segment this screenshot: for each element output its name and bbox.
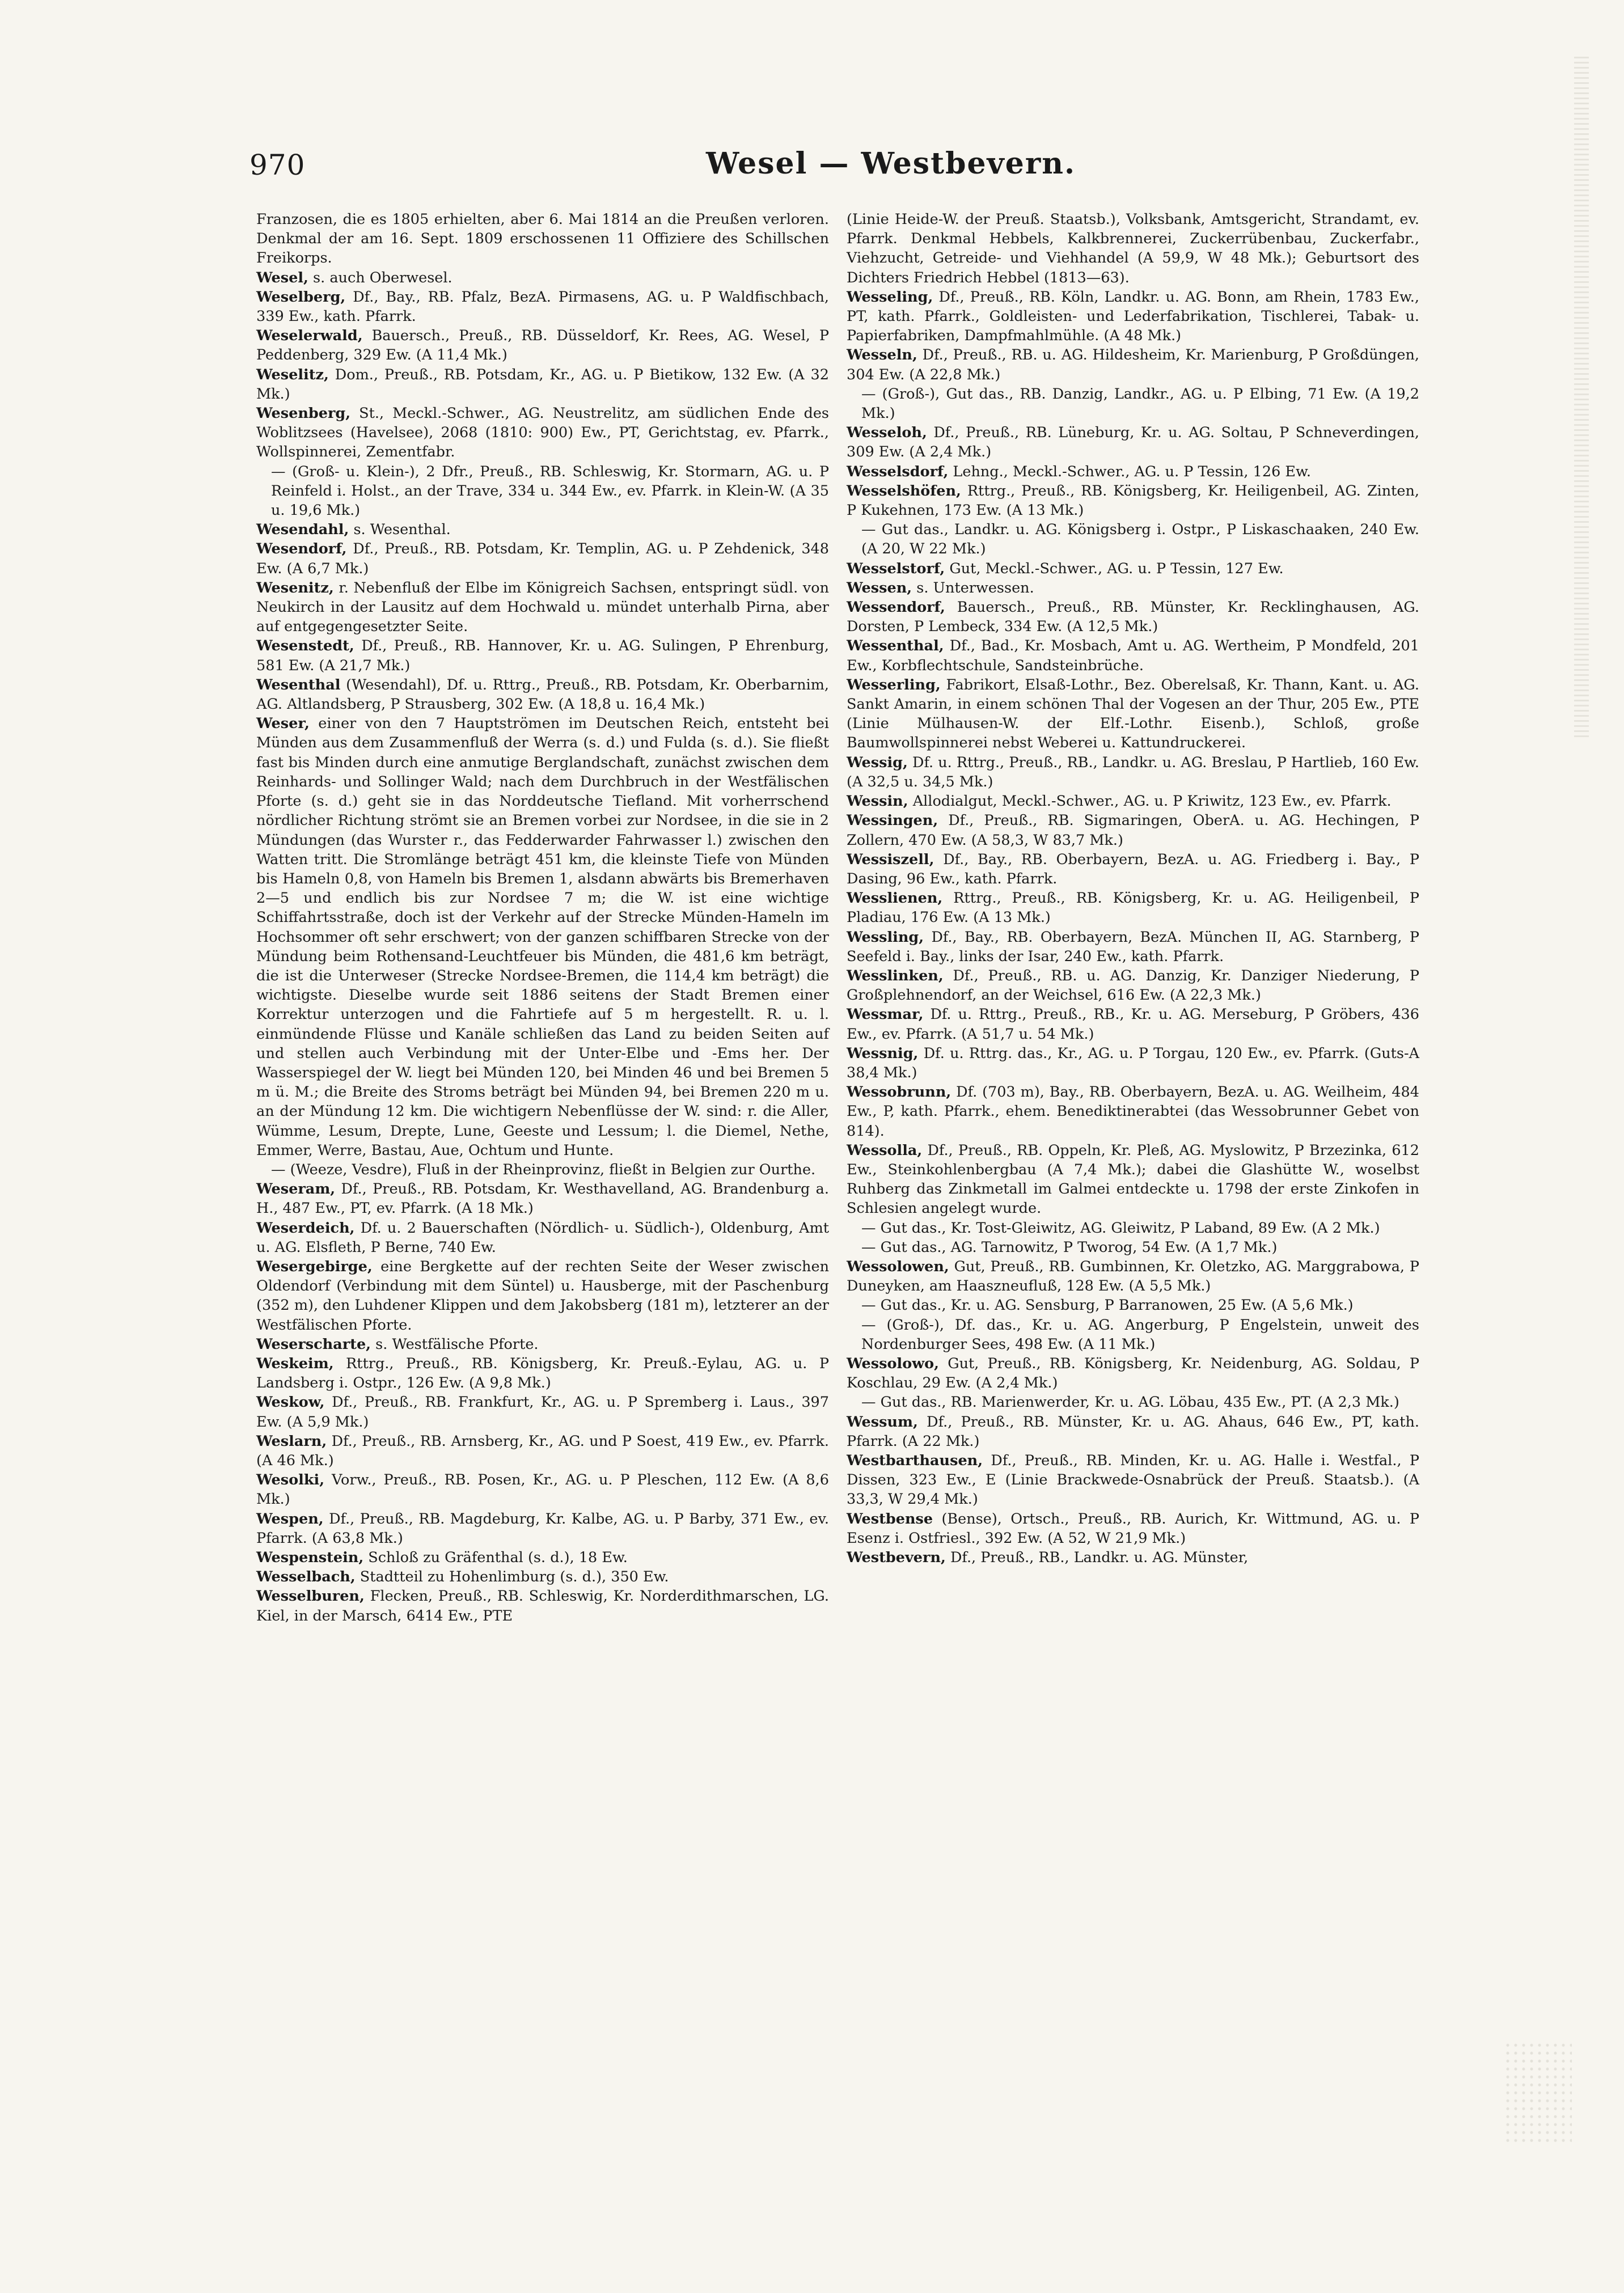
- entry-headword: Wesselbach,: [256, 1568, 356, 1586]
- entry-headword: Wesel,: [256, 269, 308, 286]
- dictionary-entry: [847, 1005, 1419, 1043]
- dictionary-entry: [847, 520, 1419, 559]
- entry-text: Df., Bay., RB. Oberbayern, BezA. München II, AG. Starnberg, P Seefeld i. Bay., links der Isar, 240 Ew., kath. Pfarrk.: [847, 928, 1419, 965]
- dictionary-entry: [847, 423, 1419, 462]
- entry-text: r. Nebenfluß der Elbe im Königreich Sachsen, entspringt südl. von Neukirch in der Lausitz auf dem Hochwald u. mündet unterhalb Pirna, aber auf entgegengesetzter Seite.: [256, 579, 829, 636]
- entry-headword: Wessnig,: [847, 1044, 919, 1062]
- entry-headword: Wessenthal,: [847, 637, 944, 655]
- entry-headword: Wessmar,: [847, 1006, 924, 1023]
- entry-text: Allodialgut, Meckl.-Schwer., AG. u. P Kriwitz, 123 Ew., ev. Pfarrk.: [908, 793, 1392, 810]
- entry-headword: Wesenthal: [256, 676, 341, 693]
- entry-headword: Weslarn,: [256, 1432, 327, 1450]
- entry-text: Df., Preuß., RB. Sigmaringen, OberA. u. AG. Hechingen, P Zollern, 470 Ew. (A 58,3, W 83,7 Mk.): [847, 812, 1419, 849]
- entry-text: Df., Preuß., RB. Arnsberg, Kr., AG. und P Soest, 419 Ew., ev. Pfarrk. (A 46 Mk.): [256, 1432, 829, 1469]
- entry-headword: Wesendahl,: [256, 521, 349, 539]
- entry-text: — Gut das., Landkr. u. AG. Königsberg i. Ostpr., P Liskaschaaken, 240 Ew. (A 20, W 22 Mk.): [861, 521, 1419, 558]
- dictionary-entry: [847, 928, 1419, 966]
- entry-headword: Wesendorf,: [256, 540, 347, 558]
- entry-headword: Wesenberg,: [256, 405, 351, 422]
- entry-text: Df., Preuß., RB. Münster, Kr. u. AG. Ahaus, 646 Ew., PT, kath. Pfarrk. (A 22 Mk.): [847, 1413, 1419, 1450]
- entry-text: s. Wesenthal.: [349, 521, 451, 539]
- dictionary-entry: [847, 578, 1419, 598]
- entry-headword: Wesselsdorf,: [847, 463, 949, 480]
- entry-text: s. Unterwessen.: [912, 579, 1034, 596]
- entry-text: Bauersch., Preuß., RB. Düsseldorf, Kr. Rees, AG. Wesel, P Peddenberg, 329 Ew. (A 11,4 Mk.): [256, 327, 829, 364]
- entry-headword: Wesolki,: [256, 1471, 325, 1489]
- dictionary-entry: [847, 1393, 1419, 1412]
- left-column: [256, 210, 829, 1626]
- dictionary-entry: [256, 462, 829, 521]
- dictionary-entry: [847, 1296, 1419, 1315]
- entry-text: Df., Preuß., RB., Landkr. u. AG. Münster,: [945, 1549, 1249, 1567]
- dictionary-entry: [256, 675, 829, 714]
- dictionary-entry: [847, 210, 1419, 287]
- entry-text: — Gut das., AG. Tarnowitz, P Tworog, 54 Ew. (A 1,7 Mk.): [861, 1238, 1278, 1256]
- dictionary-entry: [847, 1315, 1419, 1354]
- entry-text: Df. u. Rttrg., Preuß., RB., Kr. u. AG. Merseburg, P Gröbers, 436 Ew., ev. Pfarrk. (A 51,7 u. 54 Mk.): [847, 1006, 1419, 1043]
- dictionary-entry: [256, 268, 829, 287]
- entry-text: Df., Preuß., RB. Oppeln, Kr. Pleß, AG. Myslowitz, P Brzezinka, 612 Ew., Steinkohlenbergbau (A 7,4 Mk.); dabei die Glashütte W., woselbst Ruhberg das Zinkmetall im Galmei entdeckte u. 1798 der erste Zinkofen in Schlesien angelegt wurde.: [847, 1141, 1419, 1217]
- dictionary-entry: [256, 365, 829, 404]
- entry-headword: Wesselstorf,: [847, 560, 945, 577]
- dictionary-entry: [847, 792, 1419, 811]
- dictionary-entry: [847, 384, 1419, 423]
- entry-text: Df. u. 2 Bauerschaften (Nördlich- u. Südlich-), Oldenburg, Amt u. AG. Elsfleth, P Berne, 740 Ew.: [256, 1219, 829, 1256]
- entry-headword: Wessolowen,: [847, 1258, 949, 1275]
- entry-text: Rttrg., Preuß., RB. Königsberg, Kr. Heiligenbeil, AG. Zinten, P Kukehnen, 173 Ew. (A 13 Mk.): [847, 482, 1419, 519]
- dictionary-entry: [256, 287, 829, 326]
- entry-text: Dom., Preuß., RB. Potsdam, Kr., AG. u. P Bietikow, 132 Ew. (A 32 Mk.): [256, 366, 829, 403]
- entry-headword: Wessum,: [847, 1413, 918, 1431]
- entry-text: Vorw., Preuß., RB. Posen, Kr., AG. u. P Pleschen, 112 Ew. (A 8,6 Mk.): [256, 1471, 829, 1508]
- dictionary-entry: [847, 1412, 1419, 1451]
- entry-headword: Wesseling,: [847, 288, 933, 306]
- entry-headword: Wessendorf,: [847, 599, 945, 616]
- entry-text: Stadtteil zu Hohenlimburg (s. d.), 350 Ew.: [355, 1568, 669, 1586]
- dictionary-entry: [256, 1335, 829, 1354]
- entry-text: Df., Preuß., RB. Lüneburg, Kr. u. AG. Soltau, P Schneverdingen, 309 Ew. (A 2,4 Mk.): [847, 424, 1419, 461]
- entry-text: Franzosen, die es 1805 erhielten, aber 6. Mai 1814 an die Preußen verloren. Denkmal der am 16. Sept. 1809 erschossenen 11 Offiziere des Schillschen Freikorps.: [256, 211, 829, 267]
- page-corner-speckle: [1504, 2041, 1572, 2143]
- dictionary-entry: [847, 1257, 1419, 1296]
- entry-headword: Weselberg,: [256, 288, 346, 306]
- dictionary-entry: [256, 1393, 829, 1431]
- entry-text: — Gut das., Kr. Tost-Gleiwitz, AG. Gleiwitz, P Laband, 89 Ew. (A 2 Mk.): [861, 1219, 1380, 1237]
- dictionary-entry: [256, 1567, 829, 1587]
- dictionary-entry: [256, 714, 829, 1160]
- entry-headword: Weskow,: [256, 1394, 325, 1411]
- dictionary-entry: [256, 326, 829, 365]
- dictionary-entry: [847, 481, 1419, 520]
- dictionary-entry: [256, 1354, 829, 1393]
- dictionary-entry: [847, 1451, 1419, 1509]
- dictionary-entry: [847, 889, 1419, 927]
- entry-text: Df., Preuß., RB. u. AG. Danzig, Kr. Danziger Niederung, P Großplehnendorf, an der Weichsel, 616 Ew. (A 22,3 Mk.): [847, 967, 1419, 1004]
- entry-text: (Bense), Ortsch., Preuß., RB. Aurich, Kr. Wittmund, AG. u. P Esenz i. Ostfriesl., 392 Ew. (A 52, W 21,9 Mk.): [847, 1510, 1419, 1547]
- entry-text: St., Meckl.-Schwer., AG. Neustrelitz, am südlichen Ende des Woblitzsees (Havelsee), 2068 (1810: 900) Ew., PT, Gerichtstag, ev. Pfarrk., Wollspinnerei, Zementfabr.: [256, 405, 829, 461]
- dictionary-entry: [256, 520, 829, 539]
- entry-headword: Wesenstedt,: [256, 637, 354, 655]
- entry-text: Bauersch., Preuß., RB. Münster, Kr. Recklinghausen, AG. Dorsten, P Lembeck, 334 Ew. (A 12,5 Mk.): [847, 599, 1419, 636]
- dictionary-entry: [256, 1548, 829, 1567]
- entry-text: Df., Preuß., RB. u. AG. Hildesheim, Kr. Marienburg, P Großdüngen, 304 Ew. (A 22,8 Mk.): [847, 346, 1419, 383]
- entry-text: Df., Preuß., RB. Potsdam, Kr. Westhavelland, AG. Brandenburg a. H., 487 Ew., PT, ev. Pfarrk. (A 18 Mk.): [256, 1181, 829, 1217]
- entry-text: Df., Preuß., RB. Hannover, Kr. u. AG. Sulingen, P Ehrenburg, 581 Ew. (A 21,7 Mk.): [256, 637, 829, 674]
- dictionary-entry: [847, 675, 1419, 753]
- entry-text: Lehng., Meckl.-Schwer., AG. u. P Tessin, 126 Ew.: [948, 463, 1311, 480]
- dictionary-entry: [847, 1082, 1419, 1141]
- dictionary-entry: [847, 1238, 1419, 1257]
- entry-text: Rttrg., Preuß., RB. Königsberg, Kr. Preuß.-Eylau, AG. u. P Landsberg i. Ostpr., 126 Ew. (A 9,8 Mk.): [256, 1355, 829, 1392]
- entry-headword: Wessingen,: [847, 812, 938, 830]
- entry-text: — Gut das., RB. Marienwerder, Kr. u. AG. Löbau, 435 Ew., PT. (A 2,3 Mk.): [861, 1394, 1399, 1411]
- entry-text: — Gut das., Kr. u. AG. Sensburg, P Barranowen, 25 Ew. (A 5,6 Mk.): [861, 1297, 1354, 1314]
- entry-headword: Weselerwald,: [256, 327, 363, 345]
- dictionary-entry: [847, 1354, 1419, 1393]
- entry-headword: Weserdeich,: [256, 1219, 355, 1237]
- entry-headword: Westbevern,: [847, 1549, 946, 1567]
- page-number: 970: [249, 149, 306, 181]
- entry-text: Fabrikort, Elsaß-Lothr., Bez. Oberelsaß, Kr. Thann, Kant. u. AG. Sankt Amarin, in einem schönen Thal der Vogesen an der Thur, 205 Ew., PTE (Linie Mülhausen-W. der Elf.-Lothr. Eisenb.), Schloß, große Baumwollspinnerei nebst Weberei u. Kattundruckerei.: [847, 676, 1419, 752]
- running-title: Wesel — Westbevern.: [706, 146, 1076, 181]
- dictionary-entry: [847, 1548, 1419, 1567]
- entry-text: — (Groß-), Gut das., RB. Danzig, Landkr., AG. u. P Elbing, 71 Ew. (A 19,2 Mk.): [861, 385, 1419, 422]
- dictionary-entry: [256, 1470, 829, 1509]
- entry-text: Flecken, Preuß., RB. Schleswig, Kr. Norderdithmarschen, LG. Kiel, in der Marsch, 6414 Ew., PTE: [256, 1588, 829, 1624]
- entry-headword: Wessobrunn,: [847, 1084, 951, 1101]
- dictionary-entry: [256, 210, 829, 268]
- entry-text: Df. (703 m), Bay., RB. Oberbayern, BezA. u. AG. Weilheim, 484 Ew., P, kath. Pfarrk., ehem. Benediktinerabtei (das Wessobrunner Gebet von 814).: [847, 1084, 1419, 1140]
- dictionary-entry: [847, 345, 1419, 384]
- entry-headword: Wesserling,: [847, 676, 941, 693]
- dictionary-entry: [256, 1509, 829, 1548]
- dictionary-entry: [256, 404, 829, 462]
- page-edge-shading: [1574, 57, 1589, 737]
- entry-text: eine Bergkette auf der rechten Seite der Weser zwischen Oldendorf (Verbindung mit dem Süntel) u. Hausberge, mit der Paschenburg (352 m), den Luhdener Klippen und dem Jakobsberg (181 m), letzterer an der Westfälischen Pforte.: [256, 1258, 829, 1334]
- entry-headword: Wesergebirge,: [256, 1258, 373, 1275]
- entry-headword: Wespen,: [256, 1510, 324, 1528]
- dictionary-entry: [256, 1160, 829, 1179]
- entry-headword: Wesselburen,: [256, 1588, 365, 1605]
- entry-text: Df., Preuß., RB. Köln, Landkr. u. AG. Bonn, am Rhein, 1783 Ew., PT, kath. Pfarrk., Goldleisten- und Lederfabrikation, Tischlerei, Tabak- u. Papierfabriken, Dampfmahlmühle. (A 48 Mk.): [847, 288, 1419, 345]
- entry-headword: Weserscharte,: [256, 1335, 371, 1353]
- entry-headword: Westbense: [847, 1510, 933, 1528]
- entry-headword: Wesseln,: [847, 346, 917, 364]
- dictionary-entry: [847, 1509, 1419, 1548]
- dictionary-entry: [847, 287, 1419, 346]
- entry-text: — (Weeze, Vesdre), Fluß in der Rheinprovinz, fließt in Belgien zur Ourthe.: [271, 1161, 816, 1178]
- entry-headword: Weser,: [256, 715, 310, 733]
- dictionary-entry: [847, 636, 1419, 675]
- entry-headword: Wessin,: [847, 793, 908, 810]
- entry-headword: Wessolowo,: [847, 1355, 940, 1372]
- dictionary-entry: [847, 811, 1419, 849]
- entry-text: Df., Bay., RB. Pfalz, BezA. Pirmasens, AG. u. P Waldfischbach, 339 Ew., kath. Pfarrk.: [256, 288, 829, 325]
- entry-text: (Linie Heide-W. der Preuß. Staatsb.), Volksbank, Amtsgericht, Strandamt, ev. Pfarrk. Denkmal Hebbels, Kalkbrennerei, Zuckerrübenbau, Zuckerfabr., Viehzucht, Getreide- und Viehhandel (A 59,9, W 48 Mk.); Geburtsort des Dichters Friedrich Hebbel (1813—63).: [847, 211, 1419, 286]
- entry-headword: Wessling,: [847, 928, 924, 946]
- dictionary-entry: [847, 1141, 1419, 1219]
- entry-headword: Wessen,: [847, 579, 912, 596]
- entry-text: Rttrg., Preuß., RB. Königsberg, Kr. u. AG. Heiligenbeil, P Pladiau, 176 Ew. (A 13 Mk.): [847, 890, 1419, 926]
- dictionary-entry: [847, 1044, 1419, 1082]
- right-column: [847, 210, 1419, 1567]
- entry-text: Df., Preuß., RB. Minden, Kr. u. AG. Halle i. Westfal., P Dissen, 323 Ew., E (Linie Brackwede-Osnabrück der Preuß. Staatsb.). (A 33,3, W 29,4 Mk.): [847, 1452, 1419, 1508]
- entry-headword: Wessig,: [847, 754, 908, 771]
- entry-headword: Wesseloh,: [847, 424, 927, 442]
- entry-text: Schloß zu Gräfenthal (s. d.), 18 Ew.: [363, 1549, 628, 1567]
- entry-headword: Weskeim,: [256, 1355, 334, 1372]
- entry-text: — (Groß- u. Klein-), 2 Dfr., Preuß., RB. Schleswig, Kr. Stormarn, AG. u. P Reinfeld i. Holst., an der Trave, 334 u. 344 Ew., ev. Pfarrk. in Klein-W. (A 35 u. 19,6 Mk.): [271, 463, 829, 519]
- entry-text: Df., Bay., RB. Oberbayern, BezA. u. AG. Friedberg i. Bay., P Dasing, 96 Ew., kath. Pfarrk.: [847, 851, 1419, 887]
- entry-headword: Wesenitz,: [256, 579, 334, 596]
- entry-headword: Westbarthausen,: [847, 1452, 983, 1469]
- entry-headword: Wesslienen,: [847, 890, 943, 907]
- dictionary-entry: [847, 598, 1419, 636]
- entry-text: Df., Preuß., RB. Magdeburg, Kr. Kalbe, AG. u. P Barby, 371 Ew., ev. Pfarrk. (A 63,8 Mk.): [256, 1510, 829, 1547]
- dictionary-entry: [847, 753, 1419, 792]
- dictionary-entry: [256, 1257, 829, 1335]
- entry-text: s. Westfälische Pforte.: [371, 1335, 539, 1353]
- entry-text: Gut, Preuß., RB. Königsberg, Kr. Neidenburg, AG. Soldau, P Koschlau, 29 Ew. (A 2,4 Mk.): [847, 1355, 1419, 1392]
- dictionary-entry: [256, 539, 829, 578]
- entry-text: s. auch Oberwesel.: [308, 269, 452, 286]
- entry-text: Df., Preuß., RB. Potsdam, Kr. Templin, AG. u. P Zehdenick, 348 Ew. (A 6,7 Mk.): [256, 540, 829, 577]
- entry-text: einer von den 7 Hauptströmen im Deutschen Reich, entsteht bei Münden aus dem Zusammenfluß der Werra (s. d.) und Fulda (s. d.). Sie fließt fast bis Minden durch eine anmutige Berglandschaft, zunächst zwischen dem Reinhards- und Sollinger Wald; nach dem Durchbruch in der Westfälischen Pforte (s. d.) geht sie in das Norddeutsche Tiefland. Mit vorherrschend nördlicher Richtung strömt sie an Bremen vorbei zur Nordsee, in die sie in 2 Mündungen (das Wurster r., das Fedderwarder Fahrwasser l.) zwischen den Watten tritt. Die Stromlänge beträgt 451 km, die kleinste Tiefe von Münden bis Hameln 0,8, von Hameln bis Bremen 1, alsdann abwärts bis Bremerhaven 2—5 und endlich bis zur Nordsee 7 m; die W. ist eine wichtige Schiffahrtsstraße, doch ist der Verkehr auf der Strecke Münden-Hameln im Hochsommer oft sehr erschwert; von der ganzen schiffbaren Strecke von der Mündung beim Rothensand-Leuchtfeuer bis Münden, die 481,6 km beträgt, die ist die Unterweser (Strecke Nordsee-Bremen, die 114,4 km beträgt) die wichtigste. Dieselbe wurde seit 1886 seitens der Stadt Bremen einer Korrektur unterzogen und die Fahrtiefe auf 5 m hergestellt. R. u. l. einmündende Flüsse und Kanäle schließen das Land zu beiden Seiten auf und stellen auch Verbindung mit der Unter-Elbe und -Ems her. Der Wasserspiegel der W. liegt bei Münden 120, bei Minden 46 und bei Bremen 5 m ü. M.; die Breite des Stroms beträgt bei Münden 94, bei Bremen 220 m u. an der Mündung 12 km. Die wichtigern Nebenflüsse der W. sind: r. die Aller, Wümme, Lesum, Drepte, Lune, Geeste und Lessum; l. die Diemel, Nethe, Emmer, Werre, Bastau, Aue, Ochtum und Hunte.: [256, 715, 829, 1159]
- entry-headword: Weselitz,: [256, 366, 329, 383]
- entry-headword: Wessolla,: [847, 1141, 923, 1159]
- dictionary-entry: [256, 636, 829, 675]
- dictionary-entry: [847, 559, 1419, 578]
- entry-text: Df., Bad., Kr. Mosbach, Amt u. AG. Wertheim, P Mondfeld, 201 Ew., Korbflechtschule, Sandsteinbrüche.: [847, 637, 1419, 674]
- dictionary-entry: [847, 966, 1419, 1005]
- dictionary-entry: [256, 1219, 829, 1257]
- entry-text: Gut, Meckl.-Schwer., AG. u. P Tessin, 127 Ew.: [945, 560, 1284, 577]
- dictionary-entry: [256, 1179, 829, 1218]
- entry-headword: Wessiszell,: [847, 851, 934, 868]
- dictionary-entry: [847, 1219, 1419, 1238]
- entry-text: Df., Preuß., RB. Frankfurt, Kr., AG. u. P Spremberg i. Laus., 397 Ew. (A 5,9 Mk.): [256, 1394, 829, 1431]
- dictionary-entry: [847, 850, 1419, 889]
- entry-headword: Wespenstein,: [256, 1549, 364, 1567]
- entry-text: Gut, Preuß., RB. Gumbinnen, Kr. Oletzko, AG. Marggrabowa, P Duneyken, am Haaszneufluß, 128 Ew. (A 5,5 Mk.): [847, 1258, 1419, 1295]
- entry-headword: Weseram,: [256, 1181, 336, 1198]
- entry-text: — (Groß-), Df. das., Kr. u. AG. Angerburg, P Engelstein, unweit des Nordenburger Sees, 498 Ew. (A 11 Mk.): [861, 1316, 1419, 1353]
- entry-headword: Wesslinken,: [847, 967, 944, 984]
- dictionary-entry: [847, 462, 1419, 481]
- entry-headword: Wesselshöfen,: [847, 482, 961, 500]
- dictionary-entry: [256, 1432, 829, 1470]
- entry-text: Df. u. Rttrg. das., Kr., AG. u. P Torgau, 120 Ew., ev. Pfarrk. (Guts-A 38,4 Mk.): [847, 1044, 1419, 1081]
- entry-text: Df. u. Rttrg., Preuß., RB., Landkr. u. AG. Breslau, P Hartlieb, 160 Ew. (A 32,5 u. 34,5 Mk.): [847, 754, 1419, 790]
- dictionary-entry: [256, 1587, 829, 1625]
- entry-text: (Wesendahl), Df. u. Rttrg., Preuß., RB. Potsdam, Kr. Oberbarnim, AG. Altlandsberg, P Strausberg, 302 Ew. (A 18,8 u. 16,4 Mk.): [256, 676, 829, 713]
- dictionary-entry: [256, 578, 829, 637]
